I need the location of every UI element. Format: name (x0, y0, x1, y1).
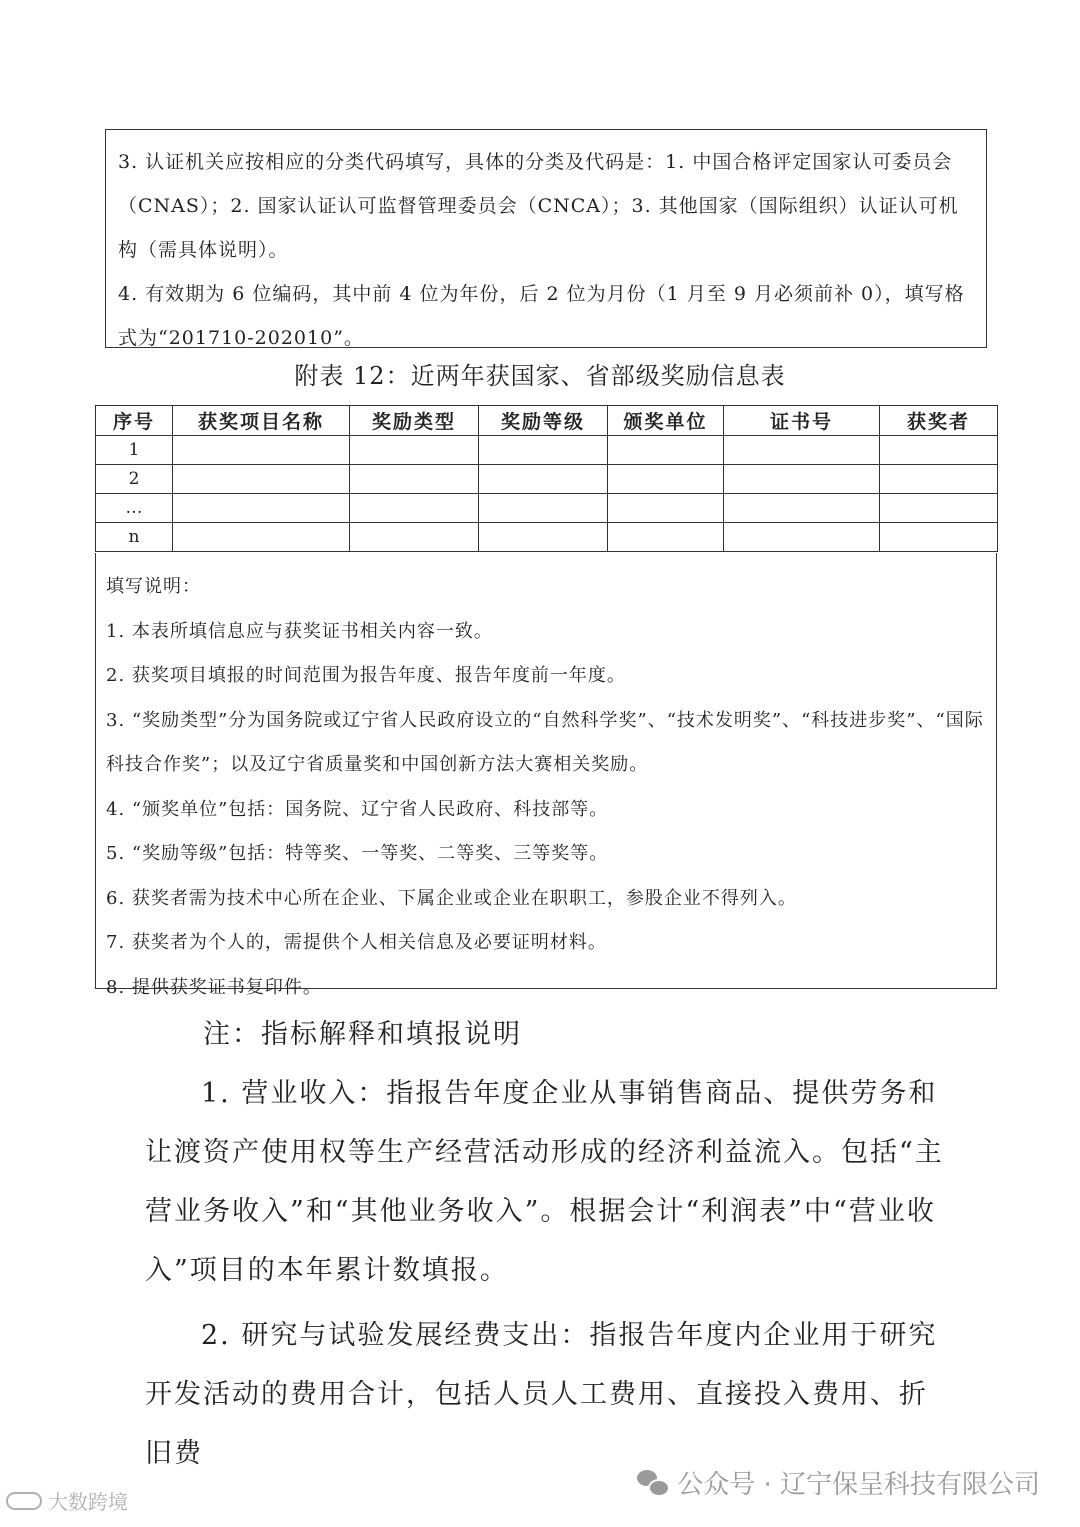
body-paragraph: 1. 营业收入：指报告年度企业从事销售商品、提供劳务和让渡资产使用权等生产经营活动形成的经济利益流入。包括“主营业务收入”和“其他业务收入”。根据会计“利润表”中“营业收入”项目的本年累计数填报。 (145, 1078, 944, 1286)
col-header-project: 获奖项目名称 (173, 406, 350, 436)
row-index: 1 (96, 436, 173, 465)
row-index: 2 (96, 465, 173, 494)
corner-logo-text: 大数跨境 (48, 1490, 128, 1514)
fill-note-item: 4. “颁奖单位”包括：国务院、辽宁省人民政府、科技部等。 (106, 798, 609, 820)
col-header-index: 序号 (96, 406, 173, 436)
wechat-icon (637, 1470, 667, 1496)
corner-logo (6, 1486, 128, 1515)
table-row (96, 465, 998, 494)
fill-note-item: 2. 获奖项目填报的时间范围为报告年度、报告年度前一年度。 (106, 665, 626, 686)
note-3: 3. 认证机关应按相应的分类代码填写，具体的分类及代码是：1. 中国合格评定国家认可委员会（CNAS）；2. 国家认证认可监督管理委员会（CNCA）；3. 其他国家（国际组织）认证认可机构（需具体说明）。 (118, 151, 959, 261)
table-row (96, 494, 998, 523)
fill-note-item: 1. 本表所填信息应与获奖证书相关内容一致。 (106, 620, 493, 642)
table-header-row (96, 406, 998, 436)
col-header-award-type: 奖励类型 (350, 406, 479, 436)
note-4: 4. 有效期为 6 位编码，其中前 4 位为年份，后 2 位为月份（1 月至 9 月必须前补 0），填写格式为“201710-202010”。 (118, 283, 965, 349)
col-header-issuer: 颁奖单位 (608, 406, 724, 436)
fill-note-item: 8. 提供获奖证书复印件。 (106, 976, 322, 998)
table-title: 附表 12：近两年获国家、省部级奖励信息表 (294, 362, 786, 390)
certification-notes-box (105, 129, 987, 348)
fill-note-item: 3. “奖励类型”分为国务院或辽宁省人民政府设立的“自然科学奖”、“技术发明奖”、“科技进步奖”、“国际科技合作奖”；以及辽宁省质量奖和中国创新方法大赛相关奖励。 (106, 709, 984, 775)
row-index: n (96, 523, 173, 552)
indicator-explanations (145, 1005, 955, 1483)
award-info-table (95, 405, 998, 552)
col-header-award-level: 奖励等级 (479, 406, 608, 436)
table-row (96, 523, 998, 552)
section-heading: 注：指标解释和填报说明 (203, 1019, 522, 1050)
row-index: … (96, 494, 173, 523)
fill-note-item: 6. 获奖者需为技术中心所在企业、下属企业或企业在职职工，参股企业不得列入。 (106, 887, 797, 909)
fill-notes-heading: 填写说明： (106, 576, 201, 597)
col-header-winner: 获奖者 (880, 406, 998, 436)
watermark-text: 公众号 · 辽宁保呈科技有限公司 (677, 1470, 1040, 1500)
wechat-watermark (637, 1464, 1040, 1501)
col-header-cert-no: 证书号 (724, 406, 880, 436)
table-row (96, 436, 998, 465)
body-paragraph: 2. 研究与试验发展经费支出：指报告年度内企业用于研究开发活动的费用合计，包括人员人工费用、直接投入费用、折旧费 (145, 1320, 938, 1469)
fill-instructions-box (95, 553, 997, 998)
logo-icon (6, 1492, 42, 1510)
fill-note-item: 5. “奖励等级”包括：特等奖、一等奖、二等奖、三等奖等。 (106, 843, 609, 864)
fill-note-item: 7. 获奖者为个人的，需提供个人相关信息及必要证明材料。 (106, 932, 607, 953)
